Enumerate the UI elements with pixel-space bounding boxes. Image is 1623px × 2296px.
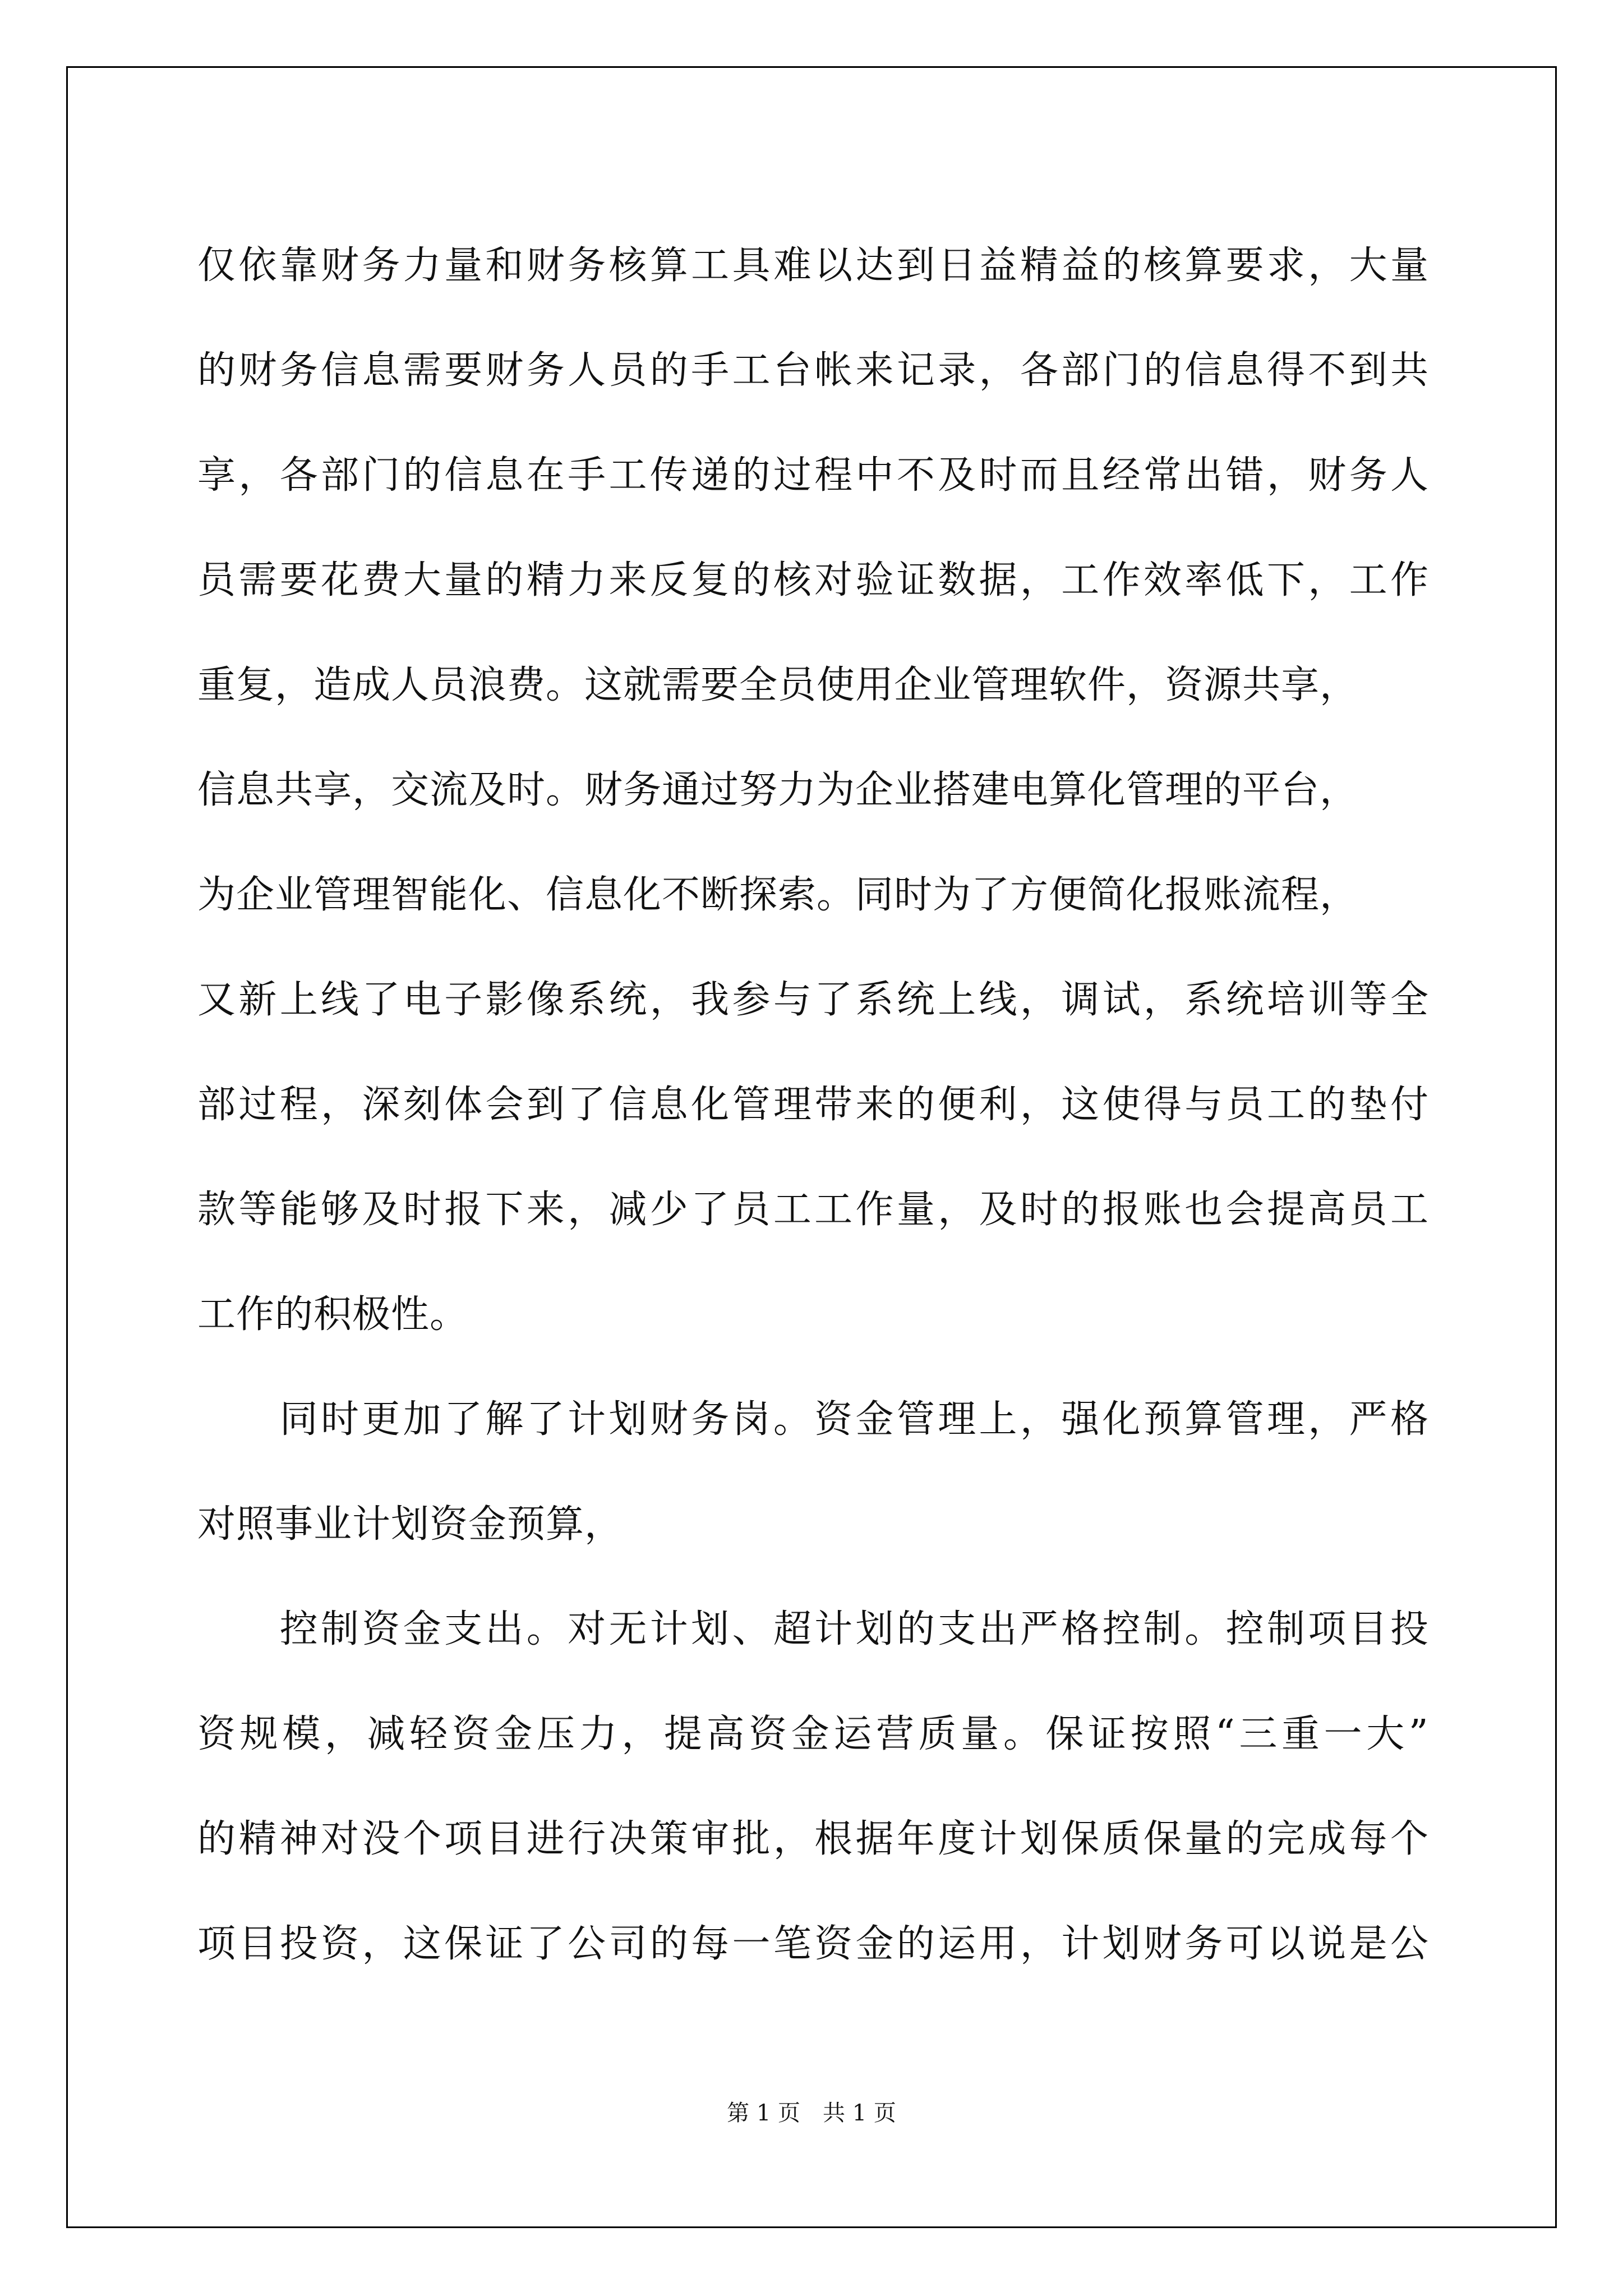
text-line: 的 财 务 信 息 需 要 财 务 人 员 的 手 工 台 帐 来 记 录 ， 各 部 门 的 信 息 得 不 到 共	[197, 348, 1429, 393]
text-line: 同 时 更 加 了 解 了 计 划 财 务 岗 。 资 金 管 理 上 ， 强 化 预 算 管 理 ， 严 格	[279, 1397, 1429, 1442]
text-line: 仅 依 靠 财 务 力 量 和 财 务 核 算 工 具 难 以 达 到 日 益 精 益 的 核 算 要 求 ， 大 量	[197, 243, 1429, 288]
text-line: 为企业管理智能化、信息化不断探索。同时为了方便简化报账流程，	[197, 873, 1359, 917]
text-line: 又 新 上 线 了 电 子 影 像 系 统 ， 我 参 与 了 系 统 上 线 ， 调 试 ， 系 统 培 训 等 全	[197, 978, 1429, 1022]
text-line: 员 需 要 花 费 大 量 的 精 力 来 反 复 的 核 对 验 证 数 据 ， 工 作 效 率 低 下 ， 工 作	[197, 558, 1429, 602]
text-line: 项 目 投 资 ， 这 保 证 了 公 司 的 每 一 笔 资 金 的 运 用 ， 计 划 财 务 可 以 说 是 公	[197, 1922, 1429, 1966]
text-line: 控 制 资 金 支 出 。 对 无 计 划 、 超 计 划 的 支 出 严 格 控 制 。 控 制 项 目 投	[279, 1607, 1429, 1651]
document-body	[197, 213, 1429, 1996]
text-line: 的 精 神 对 没 个 项 目 进 行 决 策 审 批 ， 根 据 年 度 计 划 保 质 保 量 的 完 成 每 个	[197, 1817, 1429, 1861]
text-line: 部 过 程 ， 深 刻 体 会 到 了 信 息 化 管 理 带 来 的 便 利 ， 这 使 得 与 员 工 的 垫 付	[197, 1083, 1429, 1127]
text-line: 对照事业计划资金预算，	[197, 1502, 624, 1547]
text-line: 款 等 能 够 及 时 报 下 来 ， 减 少 了 员 工 工 作 量 ， 及 时 的 报 账 也 会 提 高 员 工	[197, 1188, 1429, 1232]
text-line: 信息共享，交流及时。财务通过努力为企业搭建电算化管理的平台，	[197, 768, 1359, 812]
text-line: 工作的积极性。	[197, 1292, 469, 1337]
text-line: 资 规 模 ， 减 轻 资 金 压 力 ， 提 高 资 金 运 营 质 量 。 保 证 按 照 “ 三 重 一 大 ”	[197, 1712, 1429, 1756]
text-line: 重复，造成人员浪费。这就需要全员使用企业管理软件，资源共享，	[197, 663, 1359, 707]
text-line: 享 ， 各 部 门 的 信 息 在 手 工 传 递 的 过 程 中 不 及 时 而 且 经 常 出 错 ， 财 务 人	[197, 453, 1429, 498]
page-number-footer: 第 1 页 共 1 页	[727, 2100, 896, 2126]
